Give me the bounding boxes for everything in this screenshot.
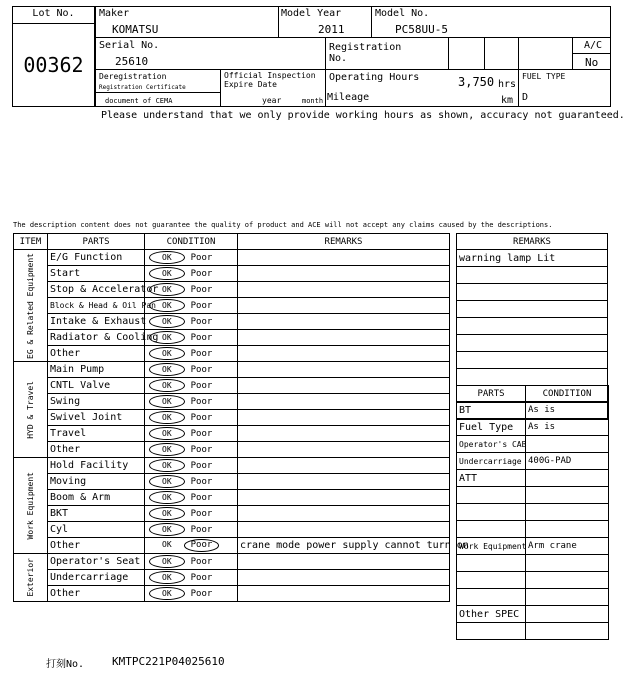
right-parts-table <box>456 385 609 640</box>
table-row <box>14 346 450 362</box>
ok-option: OK <box>149 299 185 312</box>
poor-option: Poor <box>190 461 213 471</box>
ok-option: OK <box>149 411 185 424</box>
condition-cell <box>145 314 238 330</box>
maker-label: Maker <box>99 8 130 19</box>
table-row <box>14 362 450 378</box>
table-row <box>14 522 450 538</box>
engine-no-label: 打刻No. <box>46 659 85 670</box>
item-group-label: EG & Related Equipment <box>26 252 35 359</box>
part-name: Undercarriage <box>48 570 145 586</box>
ok-option: OK <box>149 587 185 600</box>
poor-option: Poor <box>190 269 213 279</box>
table-row <box>14 442 450 458</box>
remark-cell <box>238 346 450 362</box>
model-year-label: Model Year <box>281 8 342 19</box>
lot-box <box>12 6 95 107</box>
ok-option: OK <box>149 555 185 568</box>
ok-option: OK <box>149 395 185 408</box>
maker-value: KOMATSU <box>112 23 159 36</box>
table-row <box>457 436 609 453</box>
ok-option: OK <box>149 523 185 536</box>
condition-cell <box>145 250 238 266</box>
model-no-label: Model No. <box>375 8 430 19</box>
dereg-label: Deregistration <box>99 72 167 81</box>
accuracy-notice: Please understand that we only provide working hours as shown, accuracy not guaranteed. <box>101 110 625 121</box>
poor-option: Poor <box>184 539 220 552</box>
spec-condition: As is <box>526 419 609 436</box>
table-row <box>14 570 450 586</box>
table-row <box>457 318 608 335</box>
ok-option: OK <box>149 315 185 328</box>
condition-cell <box>145 346 238 362</box>
part-name: Boom & Arm <box>48 490 145 506</box>
part-name: Other <box>48 442 145 458</box>
poor-option: Poor <box>190 509 213 519</box>
condition-cell <box>145 298 238 314</box>
ac-label: A/C <box>584 40 603 51</box>
part-name: Other <box>48 346 145 362</box>
table-row <box>457 572 609 589</box>
col-parts: PARTS <box>48 234 145 250</box>
remark-cell <box>238 362 450 378</box>
table-row <box>14 282 450 298</box>
condition-cell <box>145 330 238 346</box>
table-row <box>14 250 450 266</box>
spec-part <box>457 623 526 640</box>
table-row <box>14 554 450 570</box>
remark-cell <box>238 394 450 410</box>
condition-cell <box>145 586 238 602</box>
right-col-parts: PARTS <box>457 386 526 402</box>
poor-option: Poor <box>190 525 213 535</box>
remark-cell <box>238 458 450 474</box>
spec-condition <box>526 589 609 606</box>
remark-line <box>457 352 608 369</box>
table-row <box>14 314 450 330</box>
spec-condition: 400G-PAD <box>526 453 609 470</box>
disclaimer: The description content does not guarantee the quality of product and ACE will not accept any claims caused by the descriptions. <box>13 221 553 229</box>
item-group <box>14 554 48 602</box>
remark-cell <box>238 410 450 426</box>
ac-value: No <box>585 56 599 69</box>
table-row <box>457 335 608 352</box>
table-row <box>14 410 450 426</box>
model-no-value: PC58UU-5 <box>395 23 448 36</box>
table-row <box>457 589 609 606</box>
spec-part: ATT <box>457 470 526 487</box>
ok-option: OK <box>149 571 185 584</box>
table-row <box>457 538 609 555</box>
month-label: month <box>302 97 324 105</box>
spec-part <box>457 555 526 572</box>
part-name: Other <box>48 586 145 602</box>
item-group-label: Work Equipment <box>26 471 35 540</box>
spec-condition: Arm crane <box>526 538 609 555</box>
table-row <box>457 453 609 470</box>
cema-label: document of CEMA <box>105 97 173 105</box>
condition-cell <box>145 506 238 522</box>
part-name: Radiator & Cooling <box>48 330 145 346</box>
ok-option: OK <box>149 443 185 456</box>
col-item: ITEM <box>14 234 48 250</box>
op-hours-value: 3,750 <box>458 75 495 89</box>
poor-option: Poor <box>190 413 213 423</box>
remark-cell <box>238 314 450 330</box>
part-name: Swing <box>48 394 145 410</box>
item-group-label: HYD & Travel <box>26 380 35 439</box>
ok-option: OK <box>149 331 185 344</box>
table-row <box>457 419 609 436</box>
ok-option: OK <box>149 459 185 472</box>
part-name: Hold Facility <box>48 458 145 474</box>
table-row <box>457 369 608 386</box>
reg-cert-label: Registration Certificate <box>99 84 186 91</box>
spec-part <box>457 521 526 538</box>
poor-option: Poor <box>190 253 213 263</box>
table-row <box>457 623 609 640</box>
mileage-label: Mileage <box>327 92 370 103</box>
remark-cell <box>238 506 450 522</box>
item-group <box>14 458 48 554</box>
spec-condition <box>526 504 609 521</box>
spec-condition <box>526 521 609 538</box>
remark-line: warning lamp Lit <box>457 250 608 267</box>
spec-part <box>457 572 526 589</box>
spec-condition <box>526 623 609 640</box>
condition-cell <box>145 554 238 570</box>
spec-part: Undercarriage <box>457 453 526 470</box>
remark-line <box>457 318 608 335</box>
table-row <box>457 504 609 521</box>
right-col-condition: CONDITION <box>526 386 609 402</box>
poor-option: Poor <box>190 557 213 567</box>
remark-cell <box>238 442 450 458</box>
remark-line <box>457 301 608 318</box>
condition-cell <box>145 362 238 378</box>
ok-option: OK <box>149 363 185 376</box>
table-row <box>14 474 450 490</box>
table-row <box>457 606 609 623</box>
poor-option: Poor <box>190 397 213 407</box>
poor-option: Poor <box>190 477 213 487</box>
remark-line <box>457 267 608 284</box>
table-row <box>14 506 450 522</box>
remark-cell <box>238 250 450 266</box>
part-name: Cyl <box>48 522 145 538</box>
col-condition: CONDITION <box>145 234 238 250</box>
condition-cell <box>145 426 238 442</box>
ok-option: OK <box>149 379 185 392</box>
poor-option: Poor <box>190 365 213 375</box>
remark-cell <box>238 490 450 506</box>
spec-condition: As is <box>526 402 609 419</box>
model-year-value: 2011 <box>318 23 345 36</box>
right-remarks-header: REMARKS <box>457 234 608 250</box>
spec-condition <box>526 470 609 487</box>
remark-cell <box>238 586 450 602</box>
table-row <box>14 330 450 346</box>
col-remarks: REMARKS <box>238 234 450 250</box>
remark-cell <box>238 282 450 298</box>
remark-cell <box>238 426 450 442</box>
remark-line <box>457 284 608 301</box>
part-name: Operator's Seat <box>48 554 145 570</box>
spec-condition <box>526 436 609 453</box>
condition-cell <box>145 522 238 538</box>
poor-option: Poor <box>190 493 213 503</box>
ok-option: OK <box>162 540 172 549</box>
spec-part: Work Equipment <box>457 538 526 555</box>
spec-part: BT <box>457 402 526 419</box>
engine-no-value: KMTPC221P04025610 <box>112 655 225 668</box>
part-name: Intake & Exhaust <box>48 314 145 330</box>
spec-part <box>457 504 526 521</box>
ok-option: OK <box>149 267 185 280</box>
fuel-type-value: D <box>522 92 529 103</box>
condition-cell <box>145 490 238 506</box>
poor-option: Poor <box>190 589 213 599</box>
inspection-label: Official Inspection Expire Date <box>224 71 316 89</box>
remark-cell <box>238 298 450 314</box>
remark-cell <box>238 522 450 538</box>
remark-cell <box>238 570 450 586</box>
spec-part: Other SPEC <box>457 606 526 623</box>
table-row <box>14 266 450 282</box>
ok-option: OK <box>149 475 185 488</box>
poor-option: Poor <box>190 317 213 327</box>
op-hours-label: Operating Hours <box>329 72 420 83</box>
condition-cell <box>145 282 238 298</box>
table-row <box>14 586 450 602</box>
part-name: Moving <box>48 474 145 490</box>
spec-condition <box>526 572 609 589</box>
part-name: Block & Head & Oil Pan <box>48 298 145 314</box>
hrs-unit: hrs <box>498 79 517 90</box>
table-row <box>14 394 450 410</box>
table-row <box>14 490 450 506</box>
table-row <box>457 267 608 284</box>
poor-option: Poor <box>190 333 213 343</box>
spec-part <box>457 487 526 504</box>
condition-cell <box>145 410 238 426</box>
table-row <box>457 250 608 267</box>
table-row <box>14 458 450 474</box>
remark-cell: crane mode power supply cannot turn on <box>238 538 450 554</box>
remark-cell <box>238 554 450 570</box>
poor-option: Poor <box>190 445 213 455</box>
remark-line <box>457 335 608 352</box>
condition-cell <box>145 538 238 554</box>
part-name: Travel <box>48 426 145 442</box>
item-group <box>14 250 48 362</box>
part-name: E/G Function <box>48 250 145 266</box>
poor-option: Poor <box>190 285 213 295</box>
part-name: CNTL Valve <box>48 378 145 394</box>
table-row <box>457 284 608 301</box>
table-row <box>457 301 608 318</box>
part-name: Swivel Joint <box>48 410 145 426</box>
remark-cell <box>238 330 450 346</box>
spec-condition <box>526 555 609 572</box>
poor-option: Poor <box>190 429 213 439</box>
poor-option: Poor <box>190 381 213 391</box>
condition-cell <box>145 458 238 474</box>
item-group-label: Exterior <box>26 558 35 597</box>
lot-label: Lot No. <box>32 8 75 19</box>
fuel-type-label: FUEL TYPE <box>522 72 566 81</box>
part-name: Main Pump <box>48 362 145 378</box>
km-unit: km <box>501 95 514 106</box>
ok-option: OK <box>149 507 185 520</box>
poor-option: Poor <box>190 301 213 311</box>
table-row <box>14 426 450 442</box>
remark-cell <box>238 266 450 282</box>
table-row <box>457 352 608 369</box>
serial-label: Serial No. <box>99 40 160 51</box>
condition-cell <box>145 474 238 490</box>
ok-option: OK <box>149 491 185 504</box>
item-group <box>14 362 48 458</box>
condition-cell <box>145 266 238 282</box>
year-label: year <box>262 96 282 105</box>
lot-number: 00362 <box>23 53 84 77</box>
ok-option: OK <box>149 427 185 440</box>
ok-option: OK <box>149 347 185 360</box>
condition-cell <box>145 378 238 394</box>
spec-part <box>457 589 526 606</box>
ok-option: OK <box>149 251 185 264</box>
poor-option: Poor <box>190 573 213 583</box>
remark-cell <box>238 474 450 490</box>
table-row <box>14 378 450 394</box>
condition-cell <box>145 394 238 410</box>
table-row <box>14 298 450 314</box>
serial-value: 25610 <box>115 55 149 68</box>
remark-line <box>457 369 608 386</box>
spec-part: Fuel Type <box>457 419 526 436</box>
spec-condition <box>526 487 609 504</box>
table-row <box>457 470 609 487</box>
remark-cell <box>238 378 450 394</box>
condition-cell <box>145 442 238 458</box>
table-row <box>457 402 609 419</box>
ok-option: OK <box>149 283 185 296</box>
part-name: Start <box>48 266 145 282</box>
part-name: Stop & Accelerator <box>48 282 145 298</box>
poor-option: Poor <box>190 349 213 359</box>
spec-condition <box>526 606 609 623</box>
registration-label: Registration No. <box>329 42 402 64</box>
table-row <box>457 487 609 504</box>
part-name: Other <box>48 538 145 554</box>
table-row <box>14 538 450 554</box>
condition-cell <box>145 570 238 586</box>
spec-part: Operator's CAB <box>457 436 526 453</box>
table-row <box>457 555 609 572</box>
part-name: BKT <box>48 506 145 522</box>
table-row <box>457 521 609 538</box>
